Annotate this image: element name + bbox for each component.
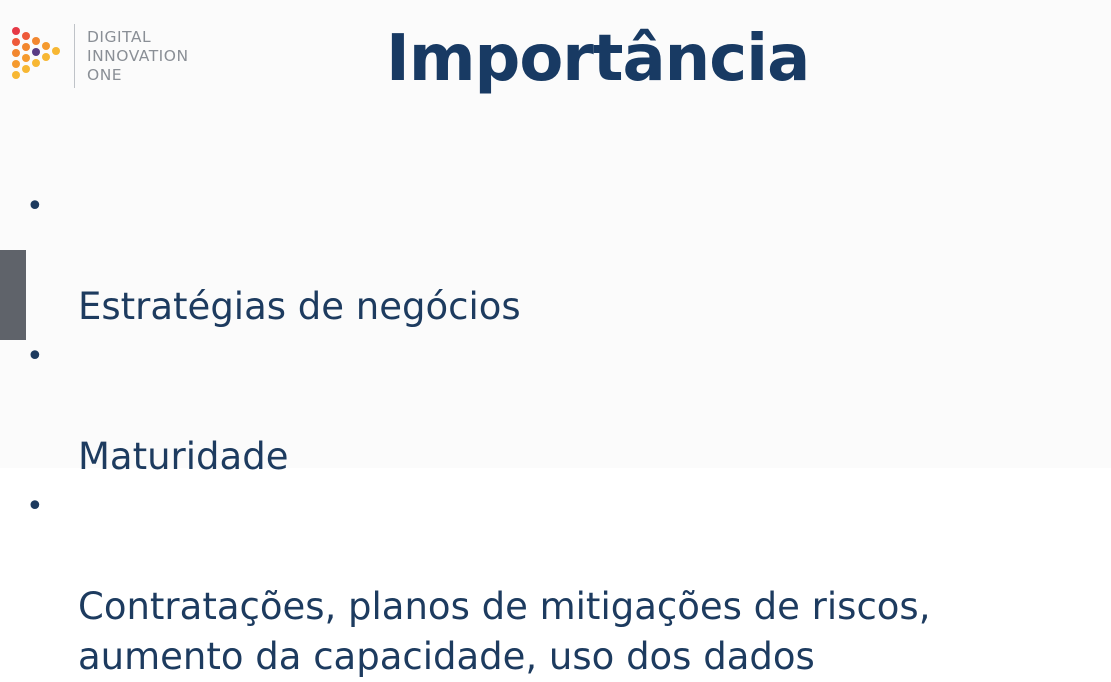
logo <box>10 24 189 88</box>
logo-line-2: INNOVATION <box>87 46 189 65</box>
bullet-item <box>26 182 930 332</box>
bullet-marker: • <box>26 489 44 524</box>
logo-divider <box>74 24 75 88</box>
bullet-marker: • <box>26 189 44 224</box>
logo-line-3: ONE <box>87 65 123 84</box>
bullet-list <box>26 182 930 682</box>
bullet-text: Maturidade <box>78 435 289 478</box>
bullet-text: Contratações, planos de mitigações de riscos, aumento da capacidade, uso dos dados <box>78 585 931 678</box>
logo-line-1: DIGITAL <box>87 27 152 46</box>
bullet-text: Estratégias de negócios <box>78 285 521 328</box>
bullet-marker: • <box>26 339 44 374</box>
slide-title: Importância <box>386 22 810 96</box>
side-panel-tab[interactable] <box>0 250 26 340</box>
logo-play-icon <box>10 25 66 87</box>
logo-text <box>87 28 189 85</box>
bullet-item <box>26 482 930 682</box>
bullet-item <box>26 332 930 482</box>
